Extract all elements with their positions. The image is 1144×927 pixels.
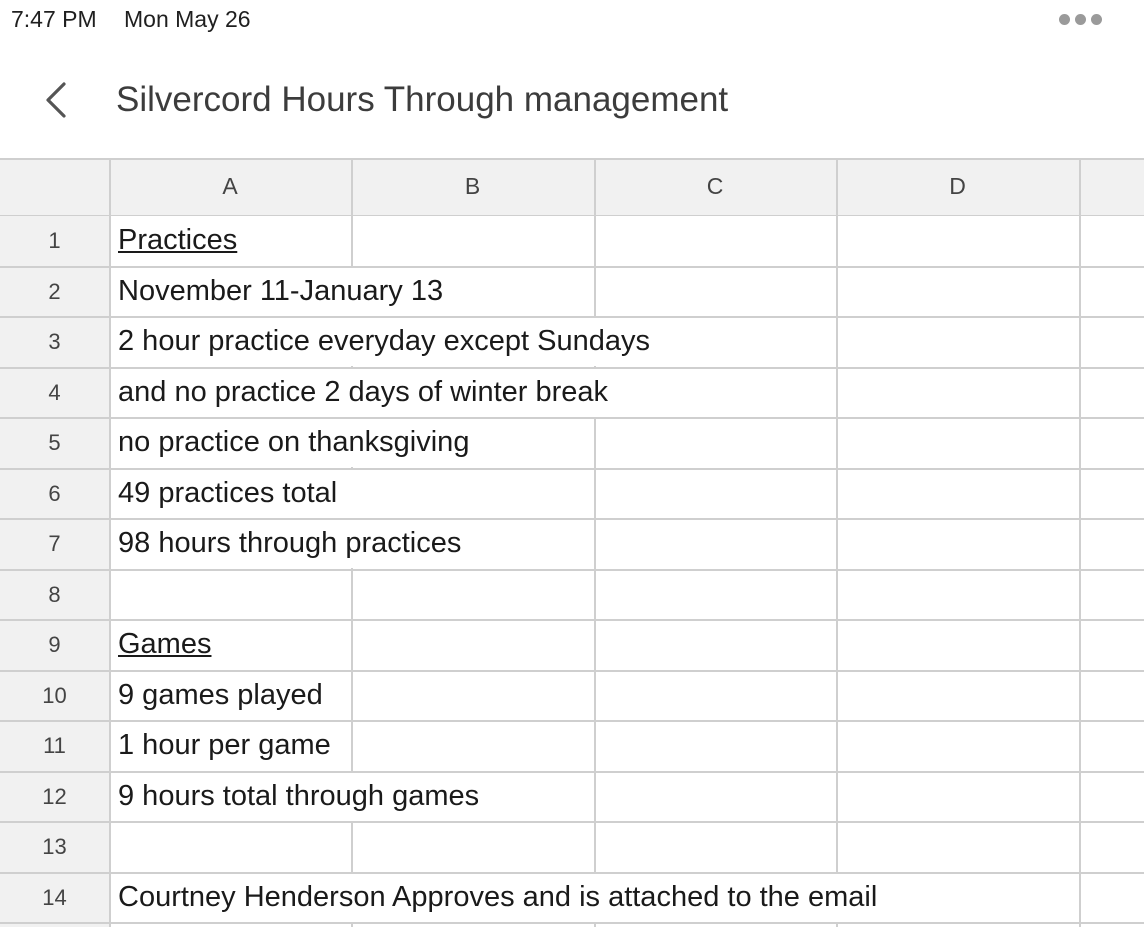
cell-a6[interactable]: 49 practices total [118,477,338,509]
row-header-10[interactable]: 10 [42,683,67,708]
cell-a10[interactable]: 9 games played [118,679,323,711]
cell-a5[interactable]: no practice on thanksgiving [118,426,470,458]
column-header-b[interactable]: B [464,173,481,199]
status-bar [0,0,1144,40]
grid-line [0,821,1144,823]
column-header-d[interactable]: D [949,173,966,199]
cell-a12[interactable]: 9 hours total through games [118,780,480,812]
row-header-1[interactable]: 1 [48,228,61,253]
cell-a1[interactable]: Practices [118,224,238,256]
document-title: Silvercord Hours Through management [116,80,729,119]
row-header-9[interactable]: 9 [48,632,61,657]
column-header-a[interactable]: A [222,173,238,199]
cell-a4[interactable]: and no practice 2 days of winter break [118,376,609,408]
row-header-5[interactable]: 5 [48,430,61,455]
row-header-3[interactable]: 3 [48,329,61,354]
row-header-12[interactable]: 12 [42,784,67,809]
grid-line [0,215,1144,216]
column-header-c[interactable]: C [706,173,724,199]
row-header-14[interactable]: 14 [42,885,67,910]
grid-line [594,158,596,927]
grid-line [0,569,1144,571]
cell-a7[interactable]: 98 hours through practices [118,527,462,559]
spreadsheet-grid[interactable] [0,158,1144,927]
row-header-2[interactable]: 2 [48,279,61,304]
grid-line [836,158,838,927]
multitasking-dots-icon[interactable] [1059,14,1103,26]
row-header-4[interactable]: 4 [48,380,61,405]
chevron-left-icon [30,78,78,122]
cell-a2[interactable]: November 11-January 13 [118,275,444,307]
cell-a3[interactable]: 2 hour practice everyday except Sundays [118,325,650,357]
cell-a9[interactable]: Games [118,628,212,660]
grid-line [1079,158,1081,927]
grid-line [0,619,1144,621]
row-header-6[interactable]: 6 [48,481,61,506]
row-header-7[interactable]: 7 [48,531,61,556]
back-button[interactable] [30,78,78,122]
row-header-13[interactable]: 13 [42,834,67,859]
grid-line [0,720,1144,722]
cell-a11[interactable]: 1 hour per game [118,729,331,761]
row-header-11[interactable]: 11 [43,733,66,758]
cell-a14[interactable]: Courtney Henderson Approves and is attached to the email [118,881,878,913]
row-header-8[interactable]: 8 [48,582,61,607]
status-time: 7:47 PM [11,6,97,32]
app-header [0,40,1144,158]
grid-line [0,922,1144,924]
grid-line [0,670,1144,672]
status-date: Mon May 26 [124,6,251,32]
